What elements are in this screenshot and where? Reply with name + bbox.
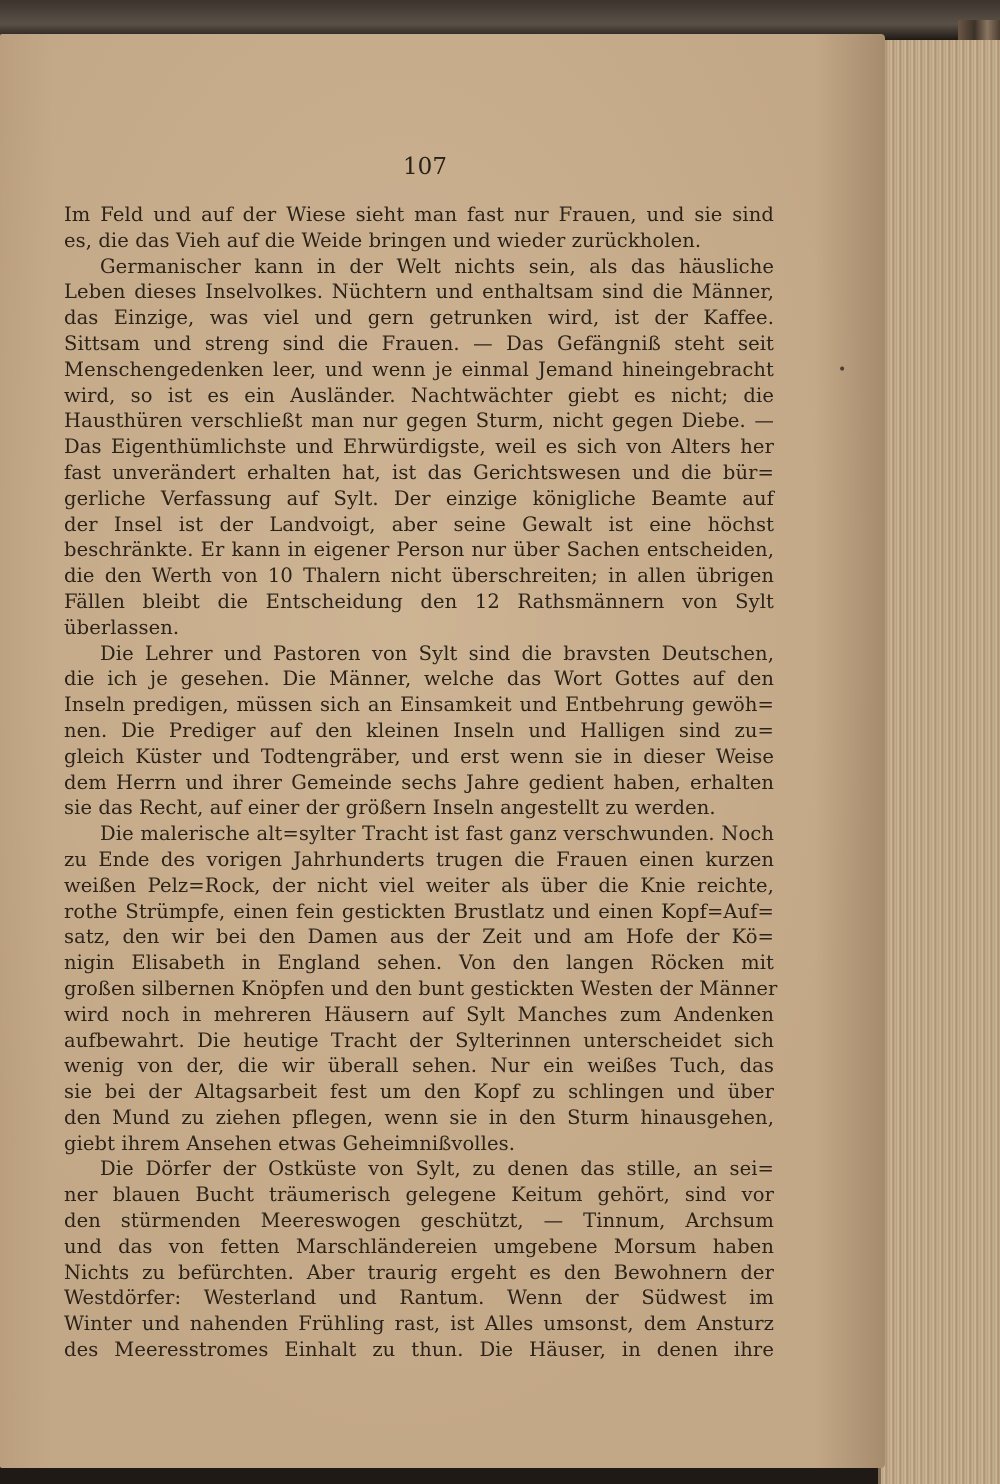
text-line: wird noch in mehreren Häusern auf Sylt Manches zum Andenken: [64, 1002, 774, 1026]
text-line: Nichts zu befürchten. Aber traurig ergeht es den Bewohnern der: [64, 1260, 774, 1284]
text-line: Im Feld und auf der Wiese sieht man fast nur Frauen, und sie sind: [64, 203, 774, 226]
text-line: zu Ende des vorigen Jahrhunderts trugen die Frauen einen kurzen: [64, 847, 774, 871]
text-line: Leben dieses Inselvolkes. Nüchtern und enthaltsam sind die Männer,: [64, 280, 774, 304]
text-line: Die Lehrer und Pastoren von Sylt sind die bravsten Deutschen,: [100, 641, 774, 665]
text-line: Hausthüren verschließt man nur gegen Sturm, nicht gegen Diebe. —: [64, 409, 774, 433]
text-line: des Meeresstromes Einhalt zu thun. Die Häuser, in denen ihre: [64, 1338, 774, 1362]
text-line: Germanischer kann in der Welt nichts sein, als das häusliche: [100, 254, 774, 278]
text-line: Menschengedenken leer, und wenn je einmal Jemand hineingebracht: [64, 357, 774, 381]
text-line: Die Dörfer der Ostküste von Sylt, zu denen das stille, an sei=: [100, 1157, 774, 1181]
text-line: sie bei der Altagsarbeit fest um den Kopf zu schlingen und über: [64, 1080, 774, 1104]
text-line: das Einzige, was viel und gern getrunken wird, ist der Kaffee.: [64, 306, 774, 330]
text-line: gerliche Verfassung auf Sylt. Der einzige königliche Beamte auf: [64, 486, 774, 510]
text-line: Winter und nahenden Frühling rast, ist Alles umsonst, dem Ansturz: [64, 1312, 774, 1336]
text-line: und das von fetten Marschländereien umgebene Morsum haben: [64, 1234, 774, 1258]
text-line: nen. Die Prediger auf den kleinen Inseln und Halligen sind zu=: [64, 718, 774, 742]
text-line: der Insel ist der Landvoigt, aber seine Gewalt ist eine höchst: [64, 512, 774, 536]
book-page: [0, 34, 885, 1468]
page-edges: [878, 40, 1000, 1484]
text-line: die ich je gesehen. Die Männer, welche das Wort Gottes auf den: [64, 667, 774, 691]
page-number: 107: [403, 154, 447, 180]
text-line: Fällen bleibt die Entscheidung den 12 Rathsmännern von Sylt: [64, 589, 774, 613]
text-line: es, die das Vieh auf die Weide bringen und wieder zurückholen.: [64, 228, 702, 252]
text-line: wenig von der, die wir überall sehen. Nur ein weißes Tuch, das: [64, 1054, 774, 1078]
text-line: rothe Strümpfe, einen fein gestickten Brustlatz und einen Kopf=Auf=: [64, 899, 774, 923]
text-line: großen silbernen Knöpfen und den bunt gestickten Westen der Männer: [64, 976, 778, 1000]
text-line: Westdörfer: Westerland und Rantum. Wenn der Südwest im: [64, 1286, 774, 1310]
text-line: die den Werth von 10 Thalern nicht überschreiten; in allen übrigen: [64, 564, 774, 588]
text-line: den Mund zu ziehen pflegen, wenn sie in den Sturm hinausgehen,: [64, 1105, 774, 1129]
text-line: ner blauen Bucht träumerisch gelegene Keitum gehört, sind vor: [64, 1183, 774, 1207]
text-line: den stürmenden Meereswogen geschützt, — Tinnum, Archsum: [64, 1209, 774, 1233]
text-line: Das Eigenthümlichste und Ehrwürdigste, weil es sich von Alters her: [64, 435, 774, 459]
text-line: fast unverändert erhalten hat, ist das Gerichtswesen und die bür=: [64, 460, 774, 484]
text-line: giebt ihrem Ansehen etwas Geheimnißvolles.: [64, 1131, 516, 1155]
text-line: beschränkte. Er kann in eigener Person nur über Sachen entscheiden,: [64, 538, 774, 562]
text-line: nigin Elisabeth in England sehen. Von den langen Röcken mit: [64, 951, 774, 975]
body-text: [64, 202, 778, 1363]
text-line: weißen Pelz=Rock, der nicht viel weiter als über die Knie reichte,: [64, 873, 774, 897]
margin-dot: •: [838, 362, 847, 378]
text-line: Sittsam und streng sind die Frauen. — Das Gefängniß steht seit: [64, 331, 774, 355]
text-line: aufbewahrt. Die heutige Tracht der Sylterinnen unterscheidet sich: [64, 1028, 774, 1052]
text-line: wird, so ist es ein Ausländer. Nachtwächter giebt es nicht; die: [64, 383, 774, 407]
text-line: überlassen.: [64, 615, 180, 639]
text-line: gleich Küster und Todtengräber, und erst wenn sie in dieser Weise: [64, 744, 774, 768]
text-line: Die malerische alt=sylter Tracht ist fast ganz verschwunden. Noch: [100, 822, 774, 846]
text-line: sie das Recht, auf einer der größern Inseln angestellt zu werden.: [64, 796, 716, 820]
text-line: Inseln predigen, müssen sich an Einsamkeit und Entbehrung gewöh=: [64, 693, 774, 717]
text-line: satz, den wir bei den Damen aus der Zeit und am Hofe der Kö=: [64, 925, 774, 949]
text-line: dem Herrn und ihrer Gemeinde sechs Jahre gedient haben, erhalten: [64, 770, 774, 794]
